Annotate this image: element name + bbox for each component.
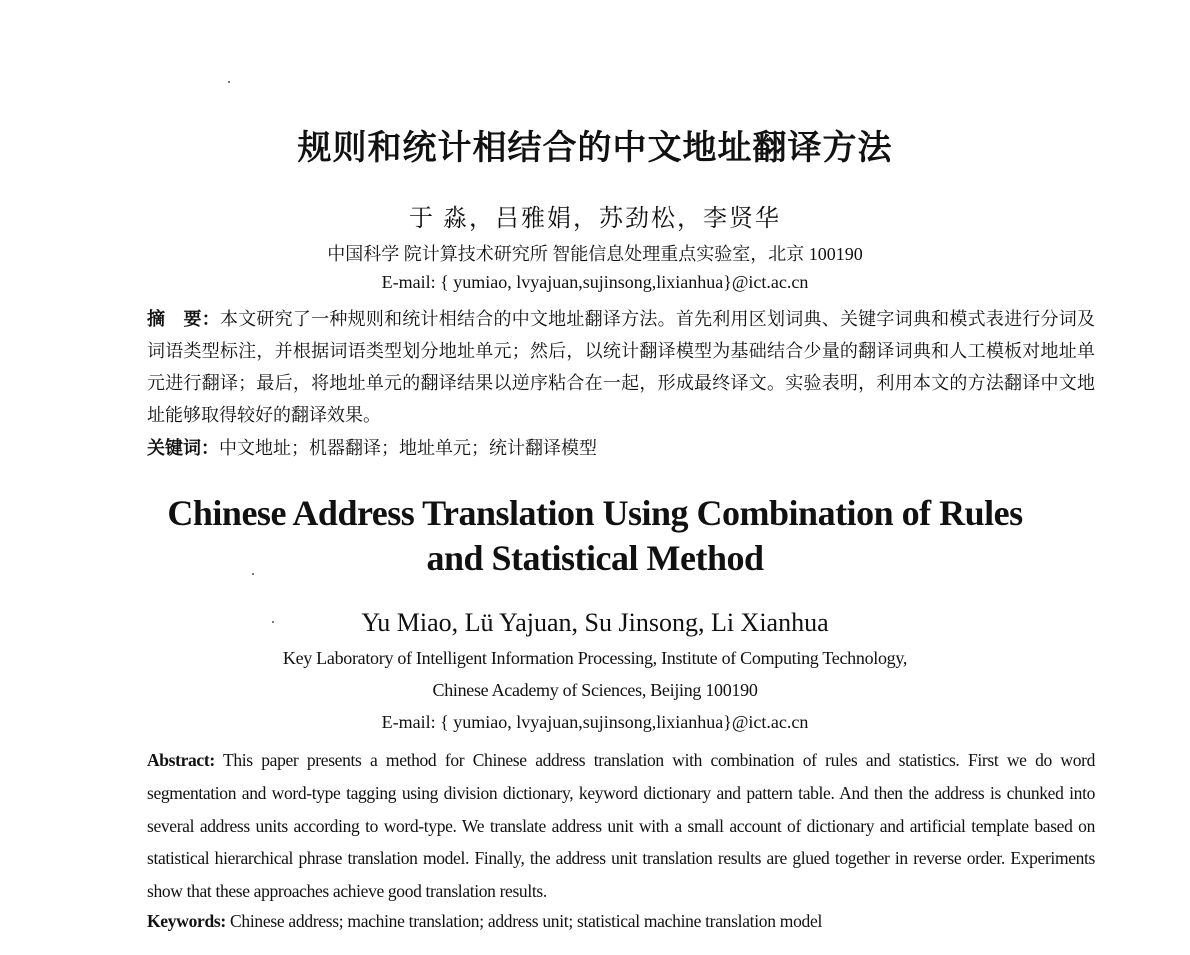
english-authors: Yu Miao, Lü Yajuan, Su Jinsong, Li Xianhua <box>361 608 829 637</box>
english-affiliation-line-1: Key Laboratory of Intelligent Information Processing, Institute of Computing Technology, <box>282 648 908 668</box>
scan-speck <box>228 81 230 83</box>
chinese-abstract <box>147 303 1095 431</box>
chinese-abstract-label: 摘 要： <box>147 309 220 329</box>
chinese-keywords <box>147 432 1095 464</box>
english-email: E-mail: { yumiao, lvyajuan,sujinsong,lixianhua}@ict.ac.cn <box>381 712 809 732</box>
chinese-authors: 于 淼，吕雅娟，苏劲松，李贤华 <box>409 206 781 232</box>
chinese-keywords-label: 关键词： <box>147 438 219 458</box>
english-abstract-text: This paper presents a method for Chinese address translation with combination of rules and statistics. First we do word segmentation and word-type tagging using division dictionary, keyword dictionary and pattern table. And then the address is chunked into several address units according to word-type. We translate address unit with a small account of dictionary and artificial template based on statistical hierarchical phrase translation model. Finally, the address unit translation results are glued together in reverse order. Experiments show that these approaches achieve good translation results. <box>147 750 1095 902</box>
english-abstract-label: Abstract: <box>147 750 215 770</box>
english-keywords <box>147 906 1095 936</box>
chinese-abstract-text: 本文研究了一种规则和统计相结合的中文地址翻译方法。首先利用区划词典、关键字词典和模式表进行分词及词语类型标注，并根据词语类型划分地址单元；然后，以统计翻译模型为基础结合少量的翻译词典和人工模板对地址单元进行翻译；最后，将地址单元的翻译结果以逆序粘合在一起，形成最终译文。实验表明，利用本文的方法翻译中文地址能够取得较好的翻译效果。 <box>147 309 1096 425</box>
chinese-title: 规则和统计相结合的中文地址翻译方法 <box>297 128 893 168</box>
english-affiliation-line-2: Chinese Academy of Sciences, Beijing 100190 <box>432 680 758 700</box>
chinese-email: E-mail: { yumiao, lvyajuan,sujinsong,lixianhua}@ict.ac.cn <box>381 272 809 292</box>
chinese-affiliation: 中国科学 院计算技术研究所 智能信息处理重点实验室，北京 100190 <box>327 244 863 264</box>
english-title-line-1: Chinese Address Translation Using Combination of Rules <box>167 493 1023 533</box>
english-keywords-label: Keywords: <box>147 911 226 931</box>
english-title-line-2: and Statistical Method <box>426 538 764 578</box>
chinese-keywords-text: 中文地址；机器翻译；地址单元；统计翻译模型 <box>219 438 597 458</box>
english-abstract <box>147 744 1095 908</box>
english-keywords-text: Chinese address; machine translation; address unit; statistical machine translation model <box>230 911 823 931</box>
